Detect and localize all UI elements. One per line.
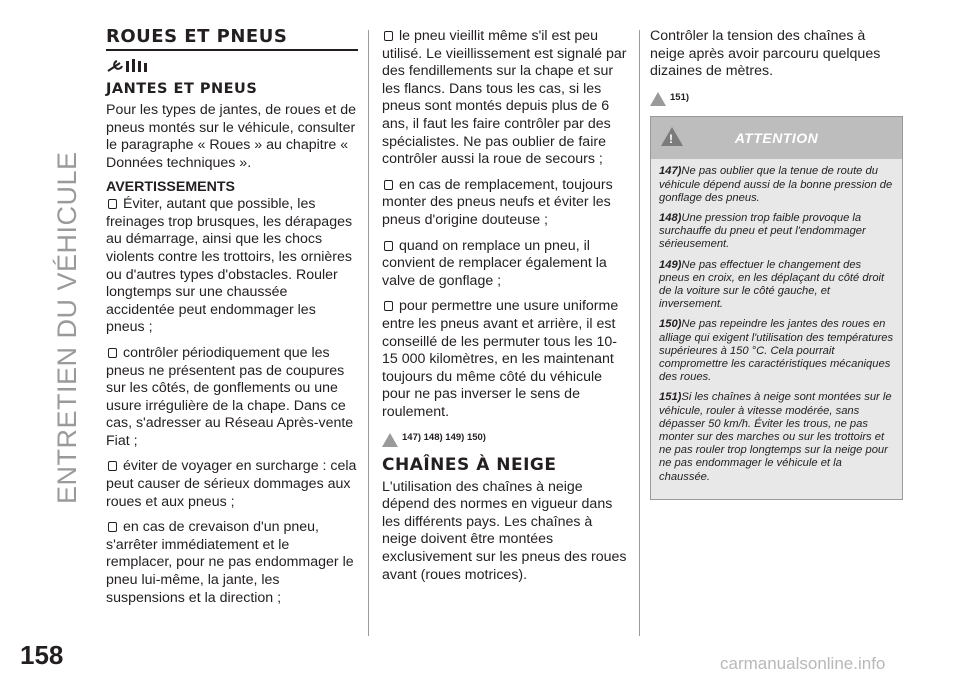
checkbox-bullet-icon [384, 241, 393, 251]
attention-item: 151)Si les chaînes à neige sont montées sur le véhicule, rouler à vitesse modérée, sans dépasser 50 km/h. Éviter les trous, ne pas monter sur des marches ou sur les trottoirs et ne pas rouler trop longtemps sur la neige pour ne pas endommager le véhicule et la chaussée. [659, 391, 892, 483]
attention-item: 147)Ne pas oublier que la tenue de route du véhicule dépend aussi de la bonne pression de gonflage des pneus. [659, 165, 893, 204]
chapter-side-title [22, 34, 82, 504]
list-item: quand on remplace un pneu, il convient de remplacer également la valve de gonflage ; [382, 237, 607, 289]
checkbox-bullet-icon [108, 522, 117, 532]
warnings-heading: AVERTISSEMENTS [106, 178, 236, 195]
chain-tension-paragraph: Contrôler la tension des chaînes à neige après avoir parcouru quelques dizaines de mètres. [650, 28, 881, 80]
attention-title: ATTENTION [734, 130, 819, 147]
page-number: 158 [20, 640, 64, 670]
list-item: en cas de remplacement, toujours monter des pneus neufs et éviter les pneus d'origine douteuse ; [382, 176, 613, 228]
attention-box [650, 116, 903, 499]
list-item: pour permettre une usure uniforme entre les pneus avant et arrière, il est conseillé de les permuter tous les 10-15 000 kilomètres, en les maintenant toujours du même côté du véhicule pour ne pas inverser le sens de roulement. [382, 298, 619, 420]
list-item: contrôler périodiquement que les pneus ne présentent pas de coupures sur les côtés, de gonflements ou une usure irrégulière de la chape. Dans ce cas, s'adresser au Réseau Après-vente Fiat ; [106, 344, 354, 449]
list-item: éviter de voyager en surcharge : cela peut causer de sérieux dommages aux roues et aux pneus ; [106, 458, 357, 510]
warning-references: 151) [650, 89, 903, 107]
column-divider [639, 30, 640, 636]
attention-item: 149)Ne pas effectuer le changement des pneus en croix, en les déplaçant du côté droit de la voiture sur le côté gauche, et inversement. [659, 258, 885, 311]
column-divider [368, 30, 369, 636]
checkbox-bullet-icon [384, 301, 393, 311]
snow-chains-paragraph: L'utilisation des chaînes à neige dépend des normes en vigueur dans les différents pays. Les chaînes à neige doivent être montées exclusivement sur les pneus des roues avant (roues motrices). [382, 478, 627, 583]
checkbox-bullet-icon [108, 348, 117, 358]
subsection-title: JANTES ET PNEUS [106, 80, 258, 97]
checkbox-bullet-icon [108, 461, 117, 471]
column-3 [650, 28, 903, 500]
list-item: Éviter, autant que possible, les freinages trop brusques, les dérapages au démarrage, ainsi que les chocs violents contre les trottoirs, les ornières ou d'autres types d'obstacles. Rouler longtemps sur une chaussée accidentée peut endommager les pneus ; [106, 196, 353, 336]
list-item: en cas de crevaison d'un pneu, s'arrêter immédiatement et le remplacer, pour ne pas endommager le pneu lui-même, la jante, les suspensions et la direction ; [106, 519, 354, 606]
attention-item: 150)Ne pas repeindre les jantes des roues en alliage qui exigent l'utilisation des températures supérieures à 150 °C. Cela pourrait compromettre les caractéristiques mécaniques des roues. [659, 318, 894, 384]
column-1 [106, 28, 358, 615]
wrench-icon [106, 57, 152, 75]
checkbox-bullet-icon [384, 180, 393, 190]
watermark: carmanualsonline.info [720, 654, 886, 673]
warning-references: 147) 148) 149) 150) [382, 429, 630, 447]
checkbox-bullet-icon [108, 199, 117, 209]
warning-triangle-icon [382, 433, 398, 447]
list-item: le pneu vieillit même s'il est peu utilisé. Le vieillissement est signalé par des fendillements sur la chape et sur les flancs. Dans tous les cas, si les pneus sont montés depuis plus de 6 ans, il faut les faire contrôler par des spécialistes. Ne pas oublier de faire contrôler aussi la roue de secours ; [382, 28, 627, 168]
attention-body [651, 159, 902, 498]
chapter-side-title-text: ENTRETIEN DU VÉHICULE [52, 151, 82, 504]
intro-paragraph: Pour les types de jantes, de roues et de pneus montés sur le véhicule, consulter le paragraphe « Roues » au chapitre « Données techniques ». [106, 102, 357, 171]
snow-chains-title: CHAÎNES À NEIGE [382, 455, 557, 476]
checkbox-bullet-icon [384, 31, 393, 41]
attention-header [651, 117, 902, 159]
section-title: ROUES ET PNEUS [106, 28, 358, 51]
attention-item: 148)Une pression trop faible provoque la surchauffe du pneu et peut l'endommager sérieusement. [659, 211, 866, 251]
column-2 [382, 28, 630, 590]
warning-triangle-icon [650, 92, 666, 106]
